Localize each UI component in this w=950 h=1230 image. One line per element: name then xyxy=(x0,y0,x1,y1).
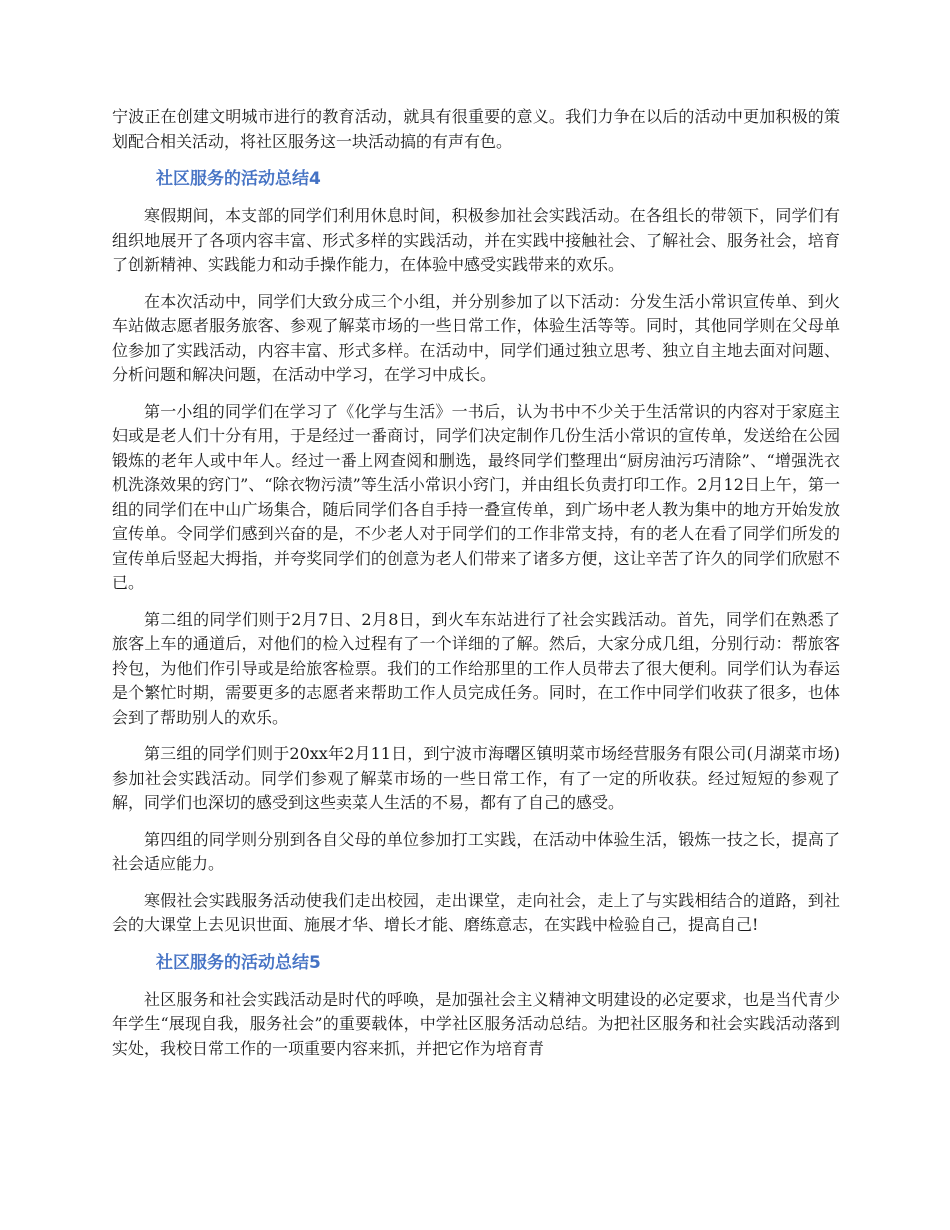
intro-continuation-paragraph: 宁波正在创建文明城市进行的教育活动，就具有很重要的意义。我们力争在以后的活动中更加积极的策划配合相关活动，将社区服务这一块活动搞的有声有色。 xyxy=(112,107,840,151)
section-4-paragraph-2: 在本次活动中，同学们大致分成三个小组，并分别参加了以下活动：分发生活小常识宣传单、到火车站做志愿者服务旅客、参观了解菜市场的一些日常工作，体验生活等等。同时，其他同学则在父母单位参加了实践活动，内容丰富、形式多样。在活动中，同学们通过独立思考、独立自主地去面对问题、分析问题和解决问题，在活动中学习，在学习中成长。 xyxy=(112,291,840,384)
section-4-paragraph-3: 第一小组的同学们在学习了《化学与生活》一书后，认为书中不少关于生活常识的内容对于家庭主妇或是老人们十分有用，于是经过一番商讨，同学们决定制作几份生活小常识的宣传单，发送给在公园锻炼的老年人或中年人。经过一番上网查阅和删选，最终同学们整理出“厨房油污巧清除”、“增强洗衣机洗涤效果的窍门”、“除衣物污渍”等生活小常识小窍门，并由组长负责打印工作。2月12日上午，第一组的同学们在中山广场集合，随后同学们各自手持一叠宣传单，到广场中老人教为集中的地方开始发放宣传单。令同学们感到兴奋的是，不少老人对于同学们的工作非常支持，有的老人在看了同学们所发的宣传单后竖起大拇指，并夸奖同学们的创意为老人们带来了诸多方便，这让辛苦了许久的同学们欣慰不已。 xyxy=(112,401,840,592)
section-4-paragraph-1: 寒假期间，本支部的同学们利用休息时间，积极参加社会实践活动。在各组长的带领下，同学们有组织地展开了各项内容丰富、形式多样的实践活动，并在实践中接触社会、了解社会、服务社会，培育了创新精神、实践能力和动手操作能力，在体验中感受实践带来的欢乐。 xyxy=(112,206,840,274)
section-4-paragraph-6: 第四组的同学则分别到各自父母的单位参加打工实践，在活动中体验生活，锻炼一技之长，提高了社会适应能力。 xyxy=(112,829,840,873)
section-5-paragraph-1: 社区服务和社会实践活动是时代的呼唤，是加强社会主义精神文明建设的必定要求，也是当代青少年学生“展现自我，服务社会”的重要载体，中学社区服务活动总结。为把社区服务和社会实践活动落到实处，我校日常工作的一项重要内容来抓，并把它作为培育青 xyxy=(112,989,840,1058)
section-4-paragraph-4: 第二组的同学们则于2月7日、2月8日，到火车东站进行了社会实践活动。首先，同学们在熟悉了旅客上车的通道后，对他们的检入过程有了一个详细的了解。然后，大家分成几组，分别行动：帮旅客拎包，为他们作引导或是给旅客检票。我们的工作给那里的工作人员带去了很大便利。同学们认为春运是个繁忙时期，需要更多的志愿者来帮助工作人员完成任务。同时，在工作中同学们收获了很多，也体会到了帮助别人的欢乐。 xyxy=(112,609,840,727)
document-page xyxy=(112,105,840,1073)
section-4-paragraph-5: 第三组的同学们则于20xx年2月11日，到宁波市海曙区镇明菜市场经营服务有限公司(月湖菜市场)参加社会实践活动。同学们参观了解菜市场的一些日常工作，有了一定的所收获。经过短短的参观了解，同学们也深切的感受到这些卖菜人生活的不易，都有了自己的感受。 xyxy=(112,744,840,812)
section-5-heading: 社区服务的活动总结5 xyxy=(156,952,321,973)
section-4-paragraph-7: 寒假社会实践服务活动使我们走出校园，走出课堂，走向社会，走上了与实践相结合的道路，到社会的大课堂上去见识世面、施展才华、增长才能、磨练意志，在实践中检验自己，提高自己! xyxy=(112,890,840,934)
section-4-heading: 社区服务的活动总结4 xyxy=(156,169,321,189)
